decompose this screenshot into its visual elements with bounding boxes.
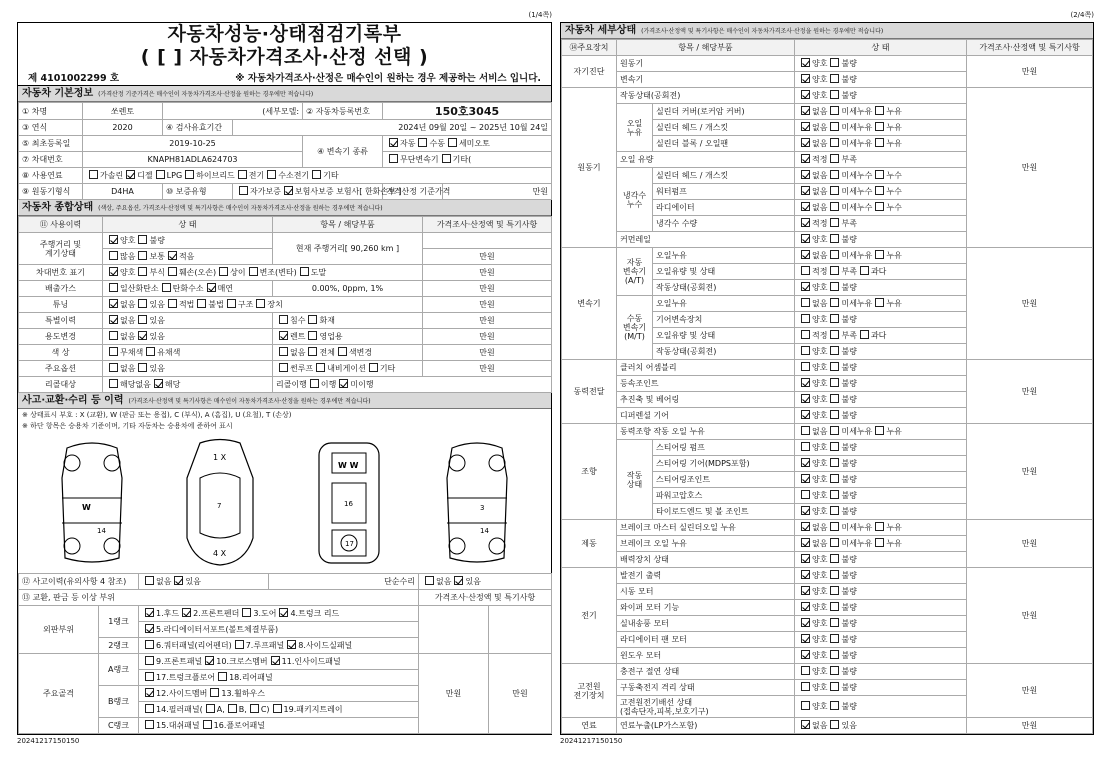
checkbox[interactable] xyxy=(338,347,347,356)
checkbox[interactable] xyxy=(312,170,321,179)
checkbox[interactable] xyxy=(830,330,839,339)
checkbox[interactable] xyxy=(154,379,163,388)
checkbox[interactable] xyxy=(801,442,810,451)
checkbox[interactable] xyxy=(228,704,237,713)
checkbox[interactable] xyxy=(109,235,118,244)
checkbox[interactable] xyxy=(284,186,293,195)
checkbox[interactable] xyxy=(138,363,147,372)
checkbox[interactable] xyxy=(109,331,118,340)
checkbox[interactable] xyxy=(238,170,247,179)
checkbox[interactable] xyxy=(830,202,839,211)
checkbox[interactable] xyxy=(801,330,810,339)
overall-table: ⑪ 사용이력 상 태 항목 / 해당부품 가격조사·산정액 및 특기사항 주행거리 및 계기상태 양호 불량 현재 주행거리[ 90,260 km ] 많음 보통 적음 만원 차대번호 표기 양호 부식 훼손(오손) 상이 변조(변타) 도말 만원 배출가스 일산화탄소 탄화수소 매연 0.00%, 0ppm, 1% 만원 튜닝 없음 있음 적법 불법 구조 장치 만원 특별이력 없음 있음 침수 화재 만원 용도변경 없음 있음 렌트 영업용 만원 색 상 무채색 유채색 없음 전체 색변경 만원 주요옵션 없음 있음 썬루프 내비게이션 기타 만원 리콜대상 해당없음 해당 리콜이행 이행 미이행 xyxy=(18,216,552,393)
record-form xyxy=(17,22,552,735)
checkbox[interactable] xyxy=(210,688,219,697)
checkbox[interactable] xyxy=(875,186,884,195)
checkbox[interactable] xyxy=(830,154,839,163)
checkbox[interactable] xyxy=(126,170,135,179)
checkbox[interactable] xyxy=(801,346,810,355)
checkbox[interactable] xyxy=(235,640,244,649)
checkbox[interactable] xyxy=(830,618,839,627)
checkbox[interactable] xyxy=(801,314,810,323)
checkbox[interactable] xyxy=(875,426,884,435)
checkbox[interactable] xyxy=(875,538,884,547)
form-subtitle: ( [ ] 자동차가격조사·산정 선택 ) xyxy=(140,46,429,68)
checkbox[interactable] xyxy=(109,347,118,356)
checkbox[interactable] xyxy=(256,299,265,308)
checkbox[interactable] xyxy=(801,474,810,483)
checkbox[interactable] xyxy=(801,170,810,179)
checkbox[interactable] xyxy=(279,363,288,372)
checkbox[interactable] xyxy=(308,331,317,340)
checkbox[interactable] xyxy=(830,426,839,435)
checkbox[interactable] xyxy=(185,170,194,179)
svg-text:3: 3 xyxy=(479,504,485,512)
checkbox[interactable] xyxy=(168,299,177,308)
car-side-left-diagram xyxy=(47,438,137,568)
checkbox[interactable] xyxy=(145,624,154,633)
checkbox[interactable] xyxy=(830,602,839,611)
checkbox[interactable] xyxy=(801,90,810,99)
checkbox[interactable] xyxy=(830,538,839,547)
checkbox[interactable] xyxy=(801,554,810,563)
checkbox[interactable] xyxy=(279,347,288,356)
checkbox[interactable] xyxy=(138,267,147,276)
svg-text:W W: W W xyxy=(337,461,359,470)
checkbox[interactable] xyxy=(145,576,154,585)
checkbox[interactable] xyxy=(830,74,839,83)
overall-heading: 자동차 종합상태 (색상, 주요옵션, 가격조사·산정액 및 특기사항은 매수인이 자동차가격조사·산정을 원하는 경우에만 적습니다) xyxy=(18,200,551,216)
car-diagrams xyxy=(18,433,551,573)
checkbox[interactable] xyxy=(138,251,147,260)
checkbox[interactable] xyxy=(109,267,118,276)
checkbox[interactable] xyxy=(109,251,118,260)
checkbox[interactable] xyxy=(830,90,839,99)
checkbox[interactable] xyxy=(801,282,810,291)
page-number: (1/4쪽) xyxy=(528,11,552,19)
checkbox[interactable] xyxy=(182,608,191,617)
checkbox[interactable] xyxy=(830,170,839,179)
checkbox[interactable] xyxy=(801,618,810,627)
car-frame-diagram xyxy=(304,438,394,568)
checkbox[interactable] xyxy=(109,363,118,372)
legend-1: ※ 상태표시 부호 : X (교환), W (판금 또는 용접), C (부식), A (흠집), U (요철), T (손상) xyxy=(22,411,292,419)
checkbox[interactable] xyxy=(145,640,154,649)
checkbox[interactable] xyxy=(250,704,259,713)
checkbox[interactable] xyxy=(109,315,118,324)
checkbox[interactable] xyxy=(830,701,839,710)
checkbox[interactable] xyxy=(875,202,884,211)
checkbox[interactable] xyxy=(145,672,154,681)
checkbox[interactable] xyxy=(89,170,98,179)
checkbox[interactable] xyxy=(830,58,839,67)
checkbox[interactable] xyxy=(830,570,839,579)
checkbox[interactable] xyxy=(830,314,839,323)
checkbox[interactable] xyxy=(162,283,171,292)
checkbox[interactable] xyxy=(227,299,236,308)
svg-text:14: 14 xyxy=(479,527,489,535)
checkbox[interactable] xyxy=(279,608,288,617)
svg-text:16: 16 xyxy=(343,500,353,508)
checkbox[interactable] xyxy=(174,576,183,585)
accident-heading: 사고·교환·수리 등 이력 (가격조사·산정액 및 특기사항은 매수인이 자동차가격조사·산정을 원하는 경우에만 적습니다) xyxy=(18,393,551,409)
checkbox[interactable] xyxy=(830,586,839,595)
checkbox[interactable] xyxy=(138,315,147,324)
checkbox[interactable] xyxy=(830,666,839,675)
reg-number: 150호3045 xyxy=(383,103,552,120)
checkbox[interactable] xyxy=(875,138,884,147)
checkbox[interactable] xyxy=(830,218,839,227)
checkbox[interactable] xyxy=(308,347,317,356)
checkbox[interactable] xyxy=(875,522,884,531)
checkbox[interactable] xyxy=(300,267,309,276)
checkbox[interactable] xyxy=(801,218,810,227)
checkbox[interactable] xyxy=(801,186,810,195)
checkbox[interactable] xyxy=(242,608,251,617)
checkbox[interactable] xyxy=(875,298,884,307)
checkbox[interactable] xyxy=(207,283,216,292)
svg-text:7: 7 xyxy=(217,502,222,510)
checkbox[interactable] xyxy=(146,347,155,356)
checkbox[interactable] xyxy=(801,666,810,675)
checkbox[interactable] xyxy=(801,650,810,659)
checkbox[interactable] xyxy=(442,154,451,163)
checkbox[interactable] xyxy=(801,266,810,275)
checkbox[interactable] xyxy=(801,378,810,387)
doc-number-bar xyxy=(18,69,551,86)
checkbox[interactable] xyxy=(830,650,839,659)
checkbox[interactable] xyxy=(875,106,884,115)
checkbox[interactable] xyxy=(830,106,839,115)
checkbox[interactable] xyxy=(830,298,839,307)
checkbox[interactable] xyxy=(875,122,884,131)
checkbox[interactable] xyxy=(801,250,810,259)
checkbox[interactable] xyxy=(308,315,317,324)
checkbox[interactable] xyxy=(206,704,215,713)
checkbox[interactable] xyxy=(389,154,398,163)
svg-text:17: 17 xyxy=(344,540,354,548)
checkbox[interactable] xyxy=(197,299,206,308)
checkbox[interactable] xyxy=(109,299,118,308)
checkbox[interactable] xyxy=(830,234,839,243)
checkbox[interactable] xyxy=(339,379,348,388)
checkbox[interactable] xyxy=(801,362,810,371)
checkbox[interactable] xyxy=(830,138,839,147)
checkbox[interactable] xyxy=(425,576,434,585)
checkbox[interactable] xyxy=(830,378,839,387)
checkbox[interactable] xyxy=(801,74,810,83)
checkbox[interactable] xyxy=(801,394,810,403)
footer-id: 20241217150150 xyxy=(17,737,80,745)
doc-note: ※ 자동차가격조사·산정은 매수인이 원하는 경우 제공하는 서비스 입니다. xyxy=(235,73,541,84)
checkbox[interactable] xyxy=(830,554,839,563)
checkbox[interactable] xyxy=(801,634,810,643)
checkbox[interactable] xyxy=(145,688,154,697)
checkbox[interactable] xyxy=(145,656,154,665)
checkbox[interactable] xyxy=(801,490,810,499)
car-top-diagram xyxy=(175,438,265,568)
checkbox[interactable] xyxy=(219,267,228,276)
checkbox[interactable] xyxy=(287,640,296,649)
checkbox[interactable] xyxy=(830,682,839,691)
checkbox[interactable] xyxy=(801,570,810,579)
checkbox[interactable] xyxy=(830,282,839,291)
checkbox[interactable] xyxy=(801,586,810,595)
checkbox[interactable] xyxy=(316,363,325,372)
checkbox[interactable] xyxy=(801,682,810,691)
page-1 xyxy=(17,0,552,745)
checkbox[interactable] xyxy=(830,506,839,515)
checkbox[interactable] xyxy=(801,138,810,147)
checkbox[interactable] xyxy=(830,474,839,483)
checkbox[interactable] xyxy=(830,458,839,467)
checkbox[interactable] xyxy=(830,250,839,259)
checkbox[interactable] xyxy=(801,602,810,611)
checkbox[interactable] xyxy=(109,379,118,388)
checkbox[interactable] xyxy=(273,704,282,713)
checkbox[interactable] xyxy=(801,106,810,115)
checkbox[interactable] xyxy=(418,138,427,147)
checkbox[interactable] xyxy=(830,266,839,275)
legend-2: ※ 하단 항목은 승용차 기준이며, 기타 자동차는 승용차에 준하여 표시 xyxy=(22,422,233,430)
checkbox[interactable] xyxy=(875,250,884,259)
checkbox[interactable] xyxy=(310,379,319,388)
form-title: 자동차성능·상태점검기록부 xyxy=(167,23,402,45)
checkbox[interactable] xyxy=(271,656,280,665)
checkbox[interactable] xyxy=(801,58,810,67)
detail-heading: 자동차 세부상태 (가격조사·산정액 및 특기사항은 매수인이 자동차가격조사·산정을 원하는 경우에만 적습니다) xyxy=(561,23,1093,39)
checkbox[interactable] xyxy=(801,701,810,710)
checkbox[interactable] xyxy=(205,656,214,665)
svg-text:W: W xyxy=(82,503,91,512)
checkbox[interactable] xyxy=(203,720,212,729)
checkbox[interactable] xyxy=(801,538,810,547)
page-2 xyxy=(560,0,1094,745)
checkbox[interactable] xyxy=(109,283,118,292)
checkbox[interactable] xyxy=(138,299,147,308)
checkbox[interactable] xyxy=(801,522,810,531)
checkbox[interactable] xyxy=(830,490,839,499)
checkbox[interactable] xyxy=(830,122,839,131)
checkbox[interactable] xyxy=(138,235,147,244)
checkbox[interactable] xyxy=(239,186,248,195)
checkbox[interactable] xyxy=(875,170,884,179)
svg-text:4 X: 4 X xyxy=(213,549,227,558)
checkbox[interactable] xyxy=(801,410,810,419)
checkbox[interactable] xyxy=(830,720,839,729)
page-number: (2/4쪽) xyxy=(1070,11,1094,19)
checkbox[interactable] xyxy=(830,634,839,643)
checkbox[interactable] xyxy=(830,394,839,403)
checkbox[interactable] xyxy=(801,234,810,243)
checkbox[interactable] xyxy=(830,410,839,419)
basic-info-table: ① 차명 쏘렌토 (세부모델: ② 자동차등록번호 150호3045 ③ 연식 2020 ④ 검사유효기간 2024년 09월 20일 ~ 2025년 10월 24일 ⑤ 최초등록일 2019-10-25 ④ 변속기 종류 자동 수동 세미오토 ⑦ 차대번호 KNAPH81ADLA624703 무단변속기 기타( ⑧ 사용연료 가솔린 디젤 LPG 하이브리드 전기 수소전기 기타 ⑨ 원동기형식 D4HA ⑩ 보증유형 자가보증 보험사보증 보험사[ 한화손보 ] 가격산정 기준가격 만원 xyxy=(18,102,552,200)
checkbox[interactable] xyxy=(801,506,810,515)
footer-id: 20241217150150 xyxy=(560,737,623,745)
doc-number: 제 4101002299 호 xyxy=(28,73,120,84)
checkbox[interactable] xyxy=(156,170,165,179)
car-side-right-diagram xyxy=(432,438,522,568)
checkbox[interactable] xyxy=(145,720,154,729)
svg-text:1 X: 1 X xyxy=(213,453,227,462)
checkbox[interactable] xyxy=(801,426,810,435)
checkbox[interactable] xyxy=(138,331,147,340)
checkbox[interactable] xyxy=(801,720,810,729)
checkbox[interactable] xyxy=(168,267,177,276)
detail-table: ⑭주요장치 항목 / 해당부품 상 태 가격조사·산정액 및 특기사항 자기진단 원동기 양호 불량 만원 변속기 양호 불량 원동기 작동상태(공회전) 양호 불량 만원 오일 누유 실린더 커버(로커암 커버) 없음 미세누유 누유 실린더 헤드 / 개스킷 없음 미세누유 누유 실린더 블록 / 오일팬 없음 미세누유 누유 오일 유량 적정 부족 냉각수 누수 실린더 헤드 / 개스킷 없음 미세누수 누수 워터펌프 없음 미세누수 누수 라디에이터 없음 미세누수 누수 냉각수 수량 적정 부족 커먼레일 양호 불량 변속기 자동 변속기 (A/T) 오일누유 없음 미세누유 누유 만원 오일유량 및 상태 적정 부족 과다 작동상태(공회전) 양호 불량 수동 변속기 (M/T) 오일누유 없음 미세누유 누유 기어변속장치 양호 불량 오일유량 및 상태 적정 부족 과다 작동상태(공회전) 양호 불량 동력전달 클러치 어셈블리 양호 불량 만원 등속조인트 양호 불량 추진축 및 베어링 양호 불량 디퍼렌셜 기어 양호 불량 조향 동력조향 작동 오일 누유 없음 미세누유 누유 만원 작동 상태 스티어링 펌프 양호 불량 스티어링 기어(MDPS포함) 양호 불량 스티어링조인트 양호 불량 파워고압호스 양호 불량 타이로드엔드 및 볼 조인트 양호 불량 제동 브레이크 마스터 실린더오일 누유 없음 미세누유 누유 만원 브레이크 오일 누유 없음 미세누유 누유 배력장치 상태 양호 불량 전기 발전기 출력 양호 불량 만원 시동 모터 양호 불량 와이퍼 모터 기능 양호 불량 실내송풍 모터 양호 불량 라디에이터 팬 모터 양호 불량 윈도우 모터 양호 불량 고전원 전기장치 충전구 절연 상태 양호 불량 만원 구동축전지 격리 상태 양호 불량 고전원전기배선 상태 (접속단자,피복,보호기구) 양호 불량 연료 연료누출(LP가스포함) 없음 있음 만원 xyxy=(561,39,1093,734)
checkbox[interactable] xyxy=(860,330,869,339)
checkbox[interactable] xyxy=(267,170,276,179)
checkbox[interactable] xyxy=(860,266,869,275)
checkbox[interactable] xyxy=(279,331,288,340)
checkbox[interactable] xyxy=(454,576,463,585)
checkbox[interactable] xyxy=(145,704,154,713)
checkbox[interactable] xyxy=(389,138,398,147)
checkbox[interactable] xyxy=(801,298,810,307)
checkbox[interactable] xyxy=(218,672,227,681)
accident-table: ⑫ 사고이력(유의사항 4 참조) 없음 있음 단순수리 없음 있음 ⑬ 교환, 판금 등 이상 부위 가격조사·산정액 및 특기사항 외판부위 1랭크 1.후드 2.프론트펜더 3.도어 4.트렁크 리드 5.라디에이터서포트(볼트체결부품) 2랭크 6.쿼터패널(리어펜더) 7.루프패널 8.사이드실패널 주요골격 A랭크 9.프론트패널 10.크로스멤버 11.인사이드패널 만원 만원 17.트렁크플로어 18.리어패널 B랭크 12.사이드멤버 13.휠하우스 14.필러패널( A, B, C) 19.패키지트레이 C랭크 15.대쉬패널 16.플로어패널 xyxy=(18,573,552,734)
checkbox[interactable] xyxy=(801,458,810,467)
checkbox[interactable] xyxy=(830,442,839,451)
checkbox[interactable] xyxy=(830,186,839,195)
checkbox[interactable] xyxy=(801,154,810,163)
checkbox[interactable] xyxy=(830,522,839,531)
checkbox[interactable] xyxy=(168,251,177,260)
checkbox[interactable] xyxy=(448,138,457,147)
detail-form xyxy=(560,22,1094,735)
checkbox[interactable] xyxy=(830,362,839,371)
svg-text:14: 14 xyxy=(97,527,107,535)
checkbox[interactable] xyxy=(145,608,154,617)
checkbox[interactable] xyxy=(801,202,810,211)
checkbox[interactable] xyxy=(279,315,288,324)
checkbox[interactable] xyxy=(369,363,378,372)
checkbox[interactable] xyxy=(801,122,810,131)
checkbox[interactable] xyxy=(830,346,839,355)
basic-info-heading: 자동차 기본정보 (가격산정 기준가격은 매수인이 자동차가격조사·산정을 원하는 경우에만 적습니다) xyxy=(18,86,551,102)
checkbox[interactable] xyxy=(249,267,258,276)
